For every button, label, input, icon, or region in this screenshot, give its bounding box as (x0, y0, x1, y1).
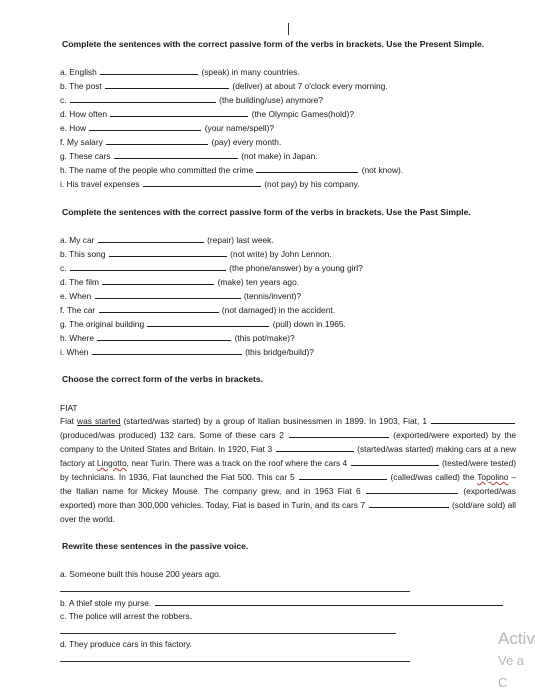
s1-item-d: d. How often (the Olympic Games(hold)? (60, 109, 355, 119)
s2-item-f: f. The car (not damaged) in the accident. (60, 305, 336, 315)
section1-heading: Complete the sentences with the correct passive form of the verbs in brackets. Use the Present Simple. (62, 39, 485, 49)
section4-heading: Rewrite these sentences in the passive voice. (62, 541, 249, 551)
s2-item-e: e. When (tennis/invent)? (60, 291, 302, 301)
section2-heading: Complete the sentences with the correct passive form of the verbs in brackets. Use the Past Simple. (62, 207, 471, 217)
fiat-label: FIAT (60, 403, 78, 413)
s1-item-f: f. My salary (pay) every month. (60, 137, 282, 147)
s4-answer-line-d (60, 661, 410, 662)
s1-item-b: b. The post (deliver) at about 7 o'clock every morning. (60, 81, 388, 91)
s2-item-a: a. My car (repair) last week. (60, 235, 274, 245)
text-cursor (288, 23, 289, 35)
s4-answer-line-c (60, 633, 396, 634)
s2-item-d: d. The film (make) ten years ago. (60, 277, 300, 287)
s4-item-c: c. The police will arrest the robbers. (60, 611, 193, 621)
s2-item-h: h. Where (this pot/make)? (60, 333, 295, 343)
s1-item-c: c. (the building/use) anymore? (60, 95, 323, 105)
s1-item-g: g. These cars (not make) in Japan. (60, 151, 318, 161)
s2-item-b: b. This song (not write) by John Lennon. (60, 249, 332, 259)
s4-item-b: b. A thief stole my purse. (60, 597, 504, 608)
s4-item-a: a. Someone built this house 200 years ago. (60, 569, 222, 579)
activation-watermark: Activ Ve a C (498, 629, 535, 690)
s1-item-a: a. English (speak) in many countries. (60, 67, 300, 77)
s1-item-i: i. His travel expenses (not pay) by his company. (60, 179, 360, 189)
s1-item-h: h. The name of the people who committed the crime (not know). (60, 165, 404, 175)
s2-item-c: c. (the phone/answer) by a young girl? (60, 263, 363, 273)
s2-item-i: i. When (this bridge/build)? (60, 347, 314, 357)
fiat-paragraph: Fiat was started (started/was started) by a group of Italian businessmen in 1899. In 1903, Fiat, 1 (produced/was produced) 132 cars. Some of these cars 2 (exported/were exported) by the company to the United States and Britain. In 1920, Fiat 3 (started/was started) making cars at a new factory at Lingotto, near Turin. There was a track on the roof where the cars 4 (tested/were tested) by technicians. In 1936, Fiat launched the Fiat 500. This car 5 (called/was called) the Topolino – the Italian name for Mickey Mouse. The company grew, and in 1963 Fiat 6 (exported/was exported) more than 300,000 vehicles. Today, Fiat is based in Turin, and its cars 7 (sold/are sold) all over the world. (60, 416, 517, 524)
s4-item-d: d. They produce cars in this factory. (60, 639, 192, 649)
s4-answer-line-a (60, 591, 410, 592)
s1-item-e: e. How (your name/spell)? (60, 123, 275, 133)
s2-item-g: g. The original building (pull) down in 1965. (60, 319, 346, 329)
section3-heading: Choose the correct form of the verbs in brackets. (62, 374, 264, 384)
